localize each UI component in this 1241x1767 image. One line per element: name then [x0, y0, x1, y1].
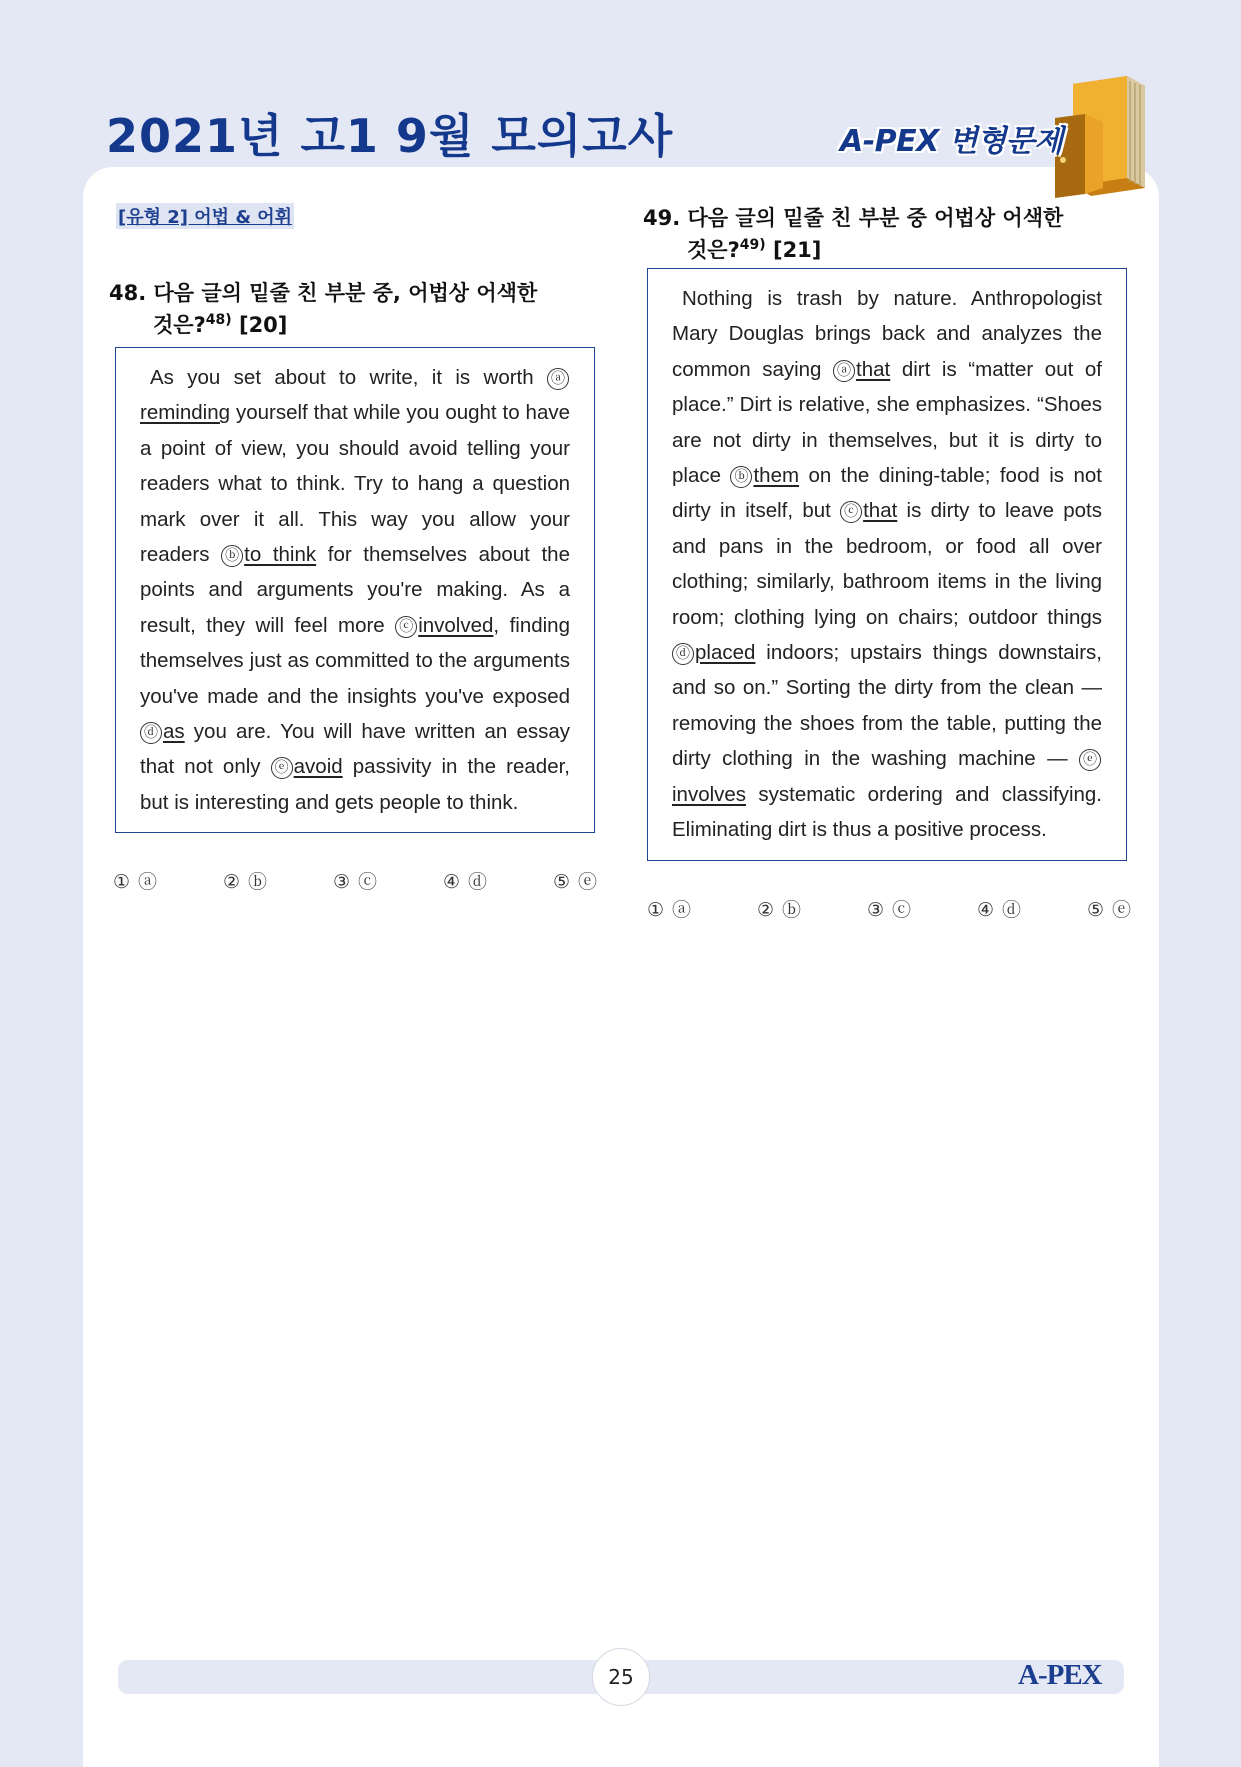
answer-choices	[109, 867, 601, 894]
passage-text: yourself that while you ought to have a point of view, you should avoid telling your readers what to think. Try to hang a question mark over it all. This way you allow your readers	[140, 401, 570, 567]
underlined-phrase: them	[753, 464, 800, 488]
choice-number: ①	[647, 898, 665, 921]
question-48-stem	[109, 277, 599, 341]
choice-number: ③	[332, 871, 351, 894]
page-number: 25	[592, 1648, 650, 1706]
passage-box	[115, 347, 595, 833]
underline-marker: ⓒ	[840, 501, 862, 523]
passage-text: for themselves about the points and arguments you're making. As a result, they will feel more	[140, 543, 570, 637]
passage-text: passivity in the reader, but is interesting and gets people to think.	[140, 755, 570, 814]
footer-logo: A-PEX	[1018, 1659, 1102, 1691]
passage-text: indoors; upstairs things downstairs, and so on.” Sorting the dirty from the clean — removing the shoes from the table, putting the dirty clothing in the washing machine —	[672, 641, 1102, 771]
choice-letter: ⓐ	[672, 898, 692, 921]
underline-marker: ⓓ	[140, 722, 162, 744]
underlined-phrase: involved	[418, 613, 494, 637]
answer-choice[interactable]	[113, 867, 157, 894]
choice-letter: ⓒ	[358, 871, 378, 894]
underline-marker: ⓒ	[395, 616, 417, 638]
answer-choice[interactable]	[443, 867, 487, 894]
brand-label: A-PEX 변형문제	[840, 124, 1063, 159]
passage-text: is dirty to leave pots and pans in the bedroom, or food all over clothing; similarly, bathroom items in the living room; clothing lying on chairs; outdoor things	[672, 499, 1102, 629]
question-text: 다음 글의 밑줄 친 부분 중 어법상 어색한	[687, 206, 1064, 230]
passage-text: As you set about to write, it is worth	[150, 366, 547, 389]
answer-choice[interactable]	[1087, 895, 1131, 922]
question-49	[643, 202, 1133, 922]
answer-choice[interactable]	[867, 895, 911, 922]
choice-letter: ⓑ	[782, 898, 802, 921]
choice-number: ③	[866, 898, 885, 921]
underline-marker: ⓐ	[547, 368, 569, 390]
section-tag: [유형 2] 어법 & 어휘	[116, 203, 294, 229]
underlined-phrase: that	[856, 357, 891, 381]
choice-number: ②	[222, 871, 241, 894]
answer-choice[interactable]	[647, 895, 691, 922]
underlined-phrase: to think	[244, 543, 317, 567]
passage-text: you are. You will have written an essay that not only	[140, 720, 570, 779]
question-text: 다음 글의 밑줄 친 부분 중, 어법상 어색한	[153, 281, 538, 305]
question-text-line2: 것은?	[687, 238, 740, 262]
underline-marker: ⓓ	[672, 643, 694, 665]
underlined-phrase: that	[863, 499, 898, 523]
choice-letter: ⓑ	[248, 871, 268, 894]
footnote-ref: 48)	[205, 312, 232, 328]
page-sheet	[83, 167, 1159, 1767]
choice-number: ①	[113, 871, 131, 894]
passage-text: dirt is “matter out of place.” Dirt is relative, she emphasizes. “Shoes are not dirty in themselves, but it is dirty to place	[672, 357, 1102, 488]
underlined-phrase: as	[163, 720, 185, 744]
choice-letter: ⓓ	[468, 871, 488, 894]
question-48	[109, 277, 599, 894]
underlined-phrase: reminding	[140, 401, 231, 425]
question-points: [21]	[772, 238, 822, 262]
choice-letter: ⓒ	[892, 898, 912, 921]
underline-marker: ⓔ	[1079, 749, 1101, 771]
underlined-phrase: involves	[672, 782, 747, 806]
choice-letter: ⓓ	[1002, 898, 1022, 921]
choice-number: ⑤	[1086, 898, 1104, 921]
underlined-phrase: avoid	[293, 755, 343, 779]
underline-marker: ⓑ	[730, 466, 752, 488]
question-number: 48.	[109, 281, 147, 305]
underline-marker: ⓐ	[833, 360, 855, 382]
question-text-line2: 것은?	[153, 313, 206, 337]
passage-box	[647, 268, 1127, 861]
choice-letter: ⓐ	[138, 871, 158, 894]
page-title: 2021년 고1 9월 모의고사	[106, 109, 674, 163]
answer-choice[interactable]	[977, 895, 1021, 922]
question-points: [20]	[238, 313, 288, 337]
underline-marker: ⓑ	[221, 545, 243, 567]
passage-text: systematic ordering and classifying. Eliminating dirt is thus a positive process.	[672, 782, 1102, 842]
answer-choice[interactable]	[553, 867, 597, 894]
passage-text: on the dining-table; food is not dirty in itself, but	[672, 464, 1102, 523]
answer-choices	[643, 895, 1135, 922]
passage-text: Nothing is trash by nature. Anthropologist Mary Douglas brings back and analyzes the common saying	[672, 287, 1102, 381]
passage-text: , finding themselves just as committed to the arguments you've made and the insights you've exposed	[140, 613, 570, 708]
choice-letter: ⓔ	[577, 871, 597, 894]
choice-number: ④	[442, 871, 460, 894]
answer-choice[interactable]	[333, 867, 377, 894]
choice-letter: ⓔ	[1111, 898, 1131, 921]
choice-number: ②	[756, 898, 775, 921]
choice-number: ④	[976, 898, 994, 921]
underlined-phrase: placed	[695, 641, 756, 665]
answer-choice[interactable]	[757, 895, 801, 922]
choice-number: ⑤	[552, 871, 570, 894]
open-book-door-icon	[1055, 76, 1145, 201]
answer-choice[interactable]	[223, 867, 267, 894]
question-49-stem	[643, 202, 1133, 266]
question-number: 49.	[643, 206, 681, 230]
underline-marker: ⓔ	[271, 757, 293, 779]
footnote-ref: 49)	[739, 237, 766, 253]
